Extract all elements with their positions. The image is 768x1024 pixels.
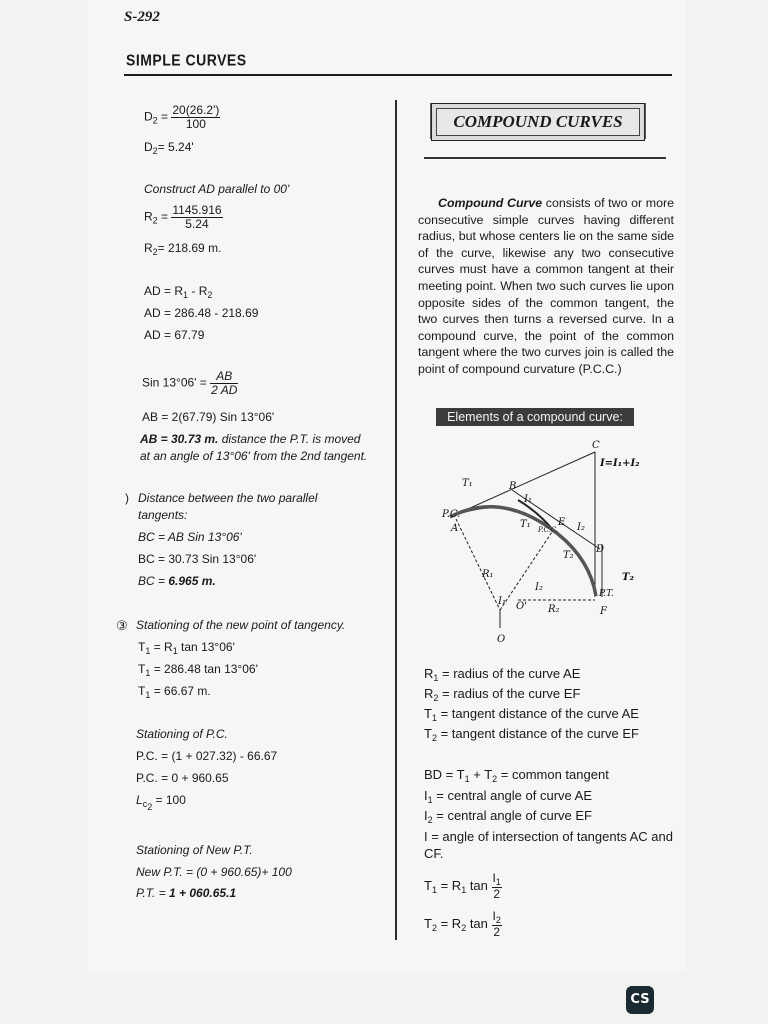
ad-line-2: AD = 286.48 - 218.69 bbox=[144, 306, 259, 320]
construct-note: Construct AD parallel to 00' bbox=[144, 182, 290, 196]
legend-t1: $T_1$ = tangent distance of the curve AE bbox=[424, 706, 639, 723]
label-r2: R₂ bbox=[548, 604, 560, 615]
legend-r1: $R_1$ = radius of the curve AE bbox=[424, 666, 581, 683]
radius-r1 bbox=[456, 519, 500, 610]
elements-heading: Elements of a compound curve: bbox=[436, 408, 634, 426]
label-o-prime: O' bbox=[516, 601, 527, 612]
ad-line-3: AD = 67.79 bbox=[144, 328, 205, 342]
header-rule bbox=[124, 74, 672, 76]
label-f: F bbox=[600, 606, 607, 617]
ab-line-3: at an angle of 13°06' from the 2nd tangent. bbox=[140, 449, 368, 463]
label-i1-top: I₁ bbox=[524, 494, 532, 505]
camscanner-logo-icon: CS bbox=[626, 986, 654, 1014]
pc-line-1: P.C. = (1 + 027.32) - 66.67 bbox=[136, 749, 278, 763]
npt-line-2: P.T. = 1 + 060.65.1 bbox=[136, 886, 237, 900]
curve-ef bbox=[558, 534, 596, 596]
label-t1-mid: T₁ bbox=[520, 519, 531, 530]
label-a: A bbox=[451, 523, 459, 534]
section-3-title: Stationing of the new point of tangency. bbox=[136, 618, 346, 632]
bc-line-1: BC = AB Sin 13°06' bbox=[138, 530, 242, 544]
label-c: C bbox=[592, 440, 600, 451]
page-number: S-292 bbox=[124, 9, 160, 25]
t1-line-3: $T_1 = 66.67$ m. bbox=[138, 684, 211, 700]
sin-formula: Sin 13°06' = $\frac{AB}{2 AD}$ bbox=[142, 369, 238, 397]
r2-formula: $R_2$ = $\frac{1145.916}{5.24}$ bbox=[144, 203, 222, 231]
label-t1-top: T₁ bbox=[462, 478, 473, 489]
i-definition-line-2: CF. bbox=[424, 846, 444, 861]
section-2-title-2: tangents: bbox=[138, 508, 188, 522]
label-t2-right: T₂ bbox=[622, 572, 634, 583]
ab-line-1: AB = 2(67.79) Sin 13°06' bbox=[142, 410, 275, 424]
t1-line-1: $T_1 = R_1$ tan 13°06' bbox=[138, 640, 235, 656]
i1-definition: $I_1$ = central angle of curve AE bbox=[424, 788, 592, 805]
npt-title: Stationing of New P.T. bbox=[136, 843, 253, 857]
label-pcc: P.C.C. bbox=[538, 526, 559, 534]
npt-line-1: New P.T. = (0 + 960.65)+ 100 bbox=[136, 865, 292, 879]
compound-curve-diagram bbox=[420, 432, 680, 652]
section-2-marker: ) bbox=[125, 491, 129, 505]
bc-line-3: BC = 6.965 m. bbox=[138, 574, 216, 588]
section-title: SIMPLE CURVES bbox=[126, 51, 247, 69]
box-title: COMPOUND CURVES bbox=[453, 112, 623, 131]
label-t2-mid: T₂ bbox=[563, 550, 574, 561]
definition-paragraph: Compound Curve consists of two or more consecutive simple curves having different radius, but whose centers lie on the same side of the curve, likewise any two consecutive curves must have a common tangent at their meeting point. When two such curves lie upon opposite sides of the common tangent, the two curves then turns a reversed curve. In a compound curve, the point of the common tangent where the two curves join is called the point of compound curvature (P.C.C.) bbox=[418, 196, 674, 376]
ab-line-2: AB = 30.73 m. distance the P.T. is moved bbox=[140, 432, 361, 446]
d2-result: $D_2= 5.24'$ bbox=[144, 140, 194, 156]
label-pt: P.T. bbox=[599, 589, 614, 599]
bd-definition: BD = $T_1 + T_2$ = common tangent bbox=[424, 767, 609, 784]
label-e: E bbox=[558, 517, 566, 528]
title-underline bbox=[424, 157, 666, 159]
lc-line: $L_{c_2} = 100$ bbox=[136, 793, 186, 812]
t1-line-2: $T_1 = 286.48$ tan 13°06' bbox=[138, 662, 258, 678]
label-i1-center: I₁ bbox=[498, 596, 506, 607]
t2-formula: $T_2 = R_2$ tan $\frac{I_2}{2}$ bbox=[424, 909, 501, 940]
label-i2-top: I₂ bbox=[577, 522, 585, 533]
column-divider bbox=[395, 100, 397, 940]
label-b: B bbox=[509, 481, 517, 492]
label-d: D bbox=[596, 544, 605, 555]
i-definition-line-1: I = angle of intersection of tangents AC and bbox=[424, 829, 673, 844]
legend-r2: $R_2$ = radius of the curve EF bbox=[424, 686, 581, 703]
radius-oe bbox=[500, 532, 552, 610]
label-i-sum: I=I₁+I₂ bbox=[600, 458, 640, 469]
d2-formula: $D_2$ = $\frac{20(26.2')}{100}$ bbox=[144, 103, 220, 131]
section-2-title-1: Distance between the two parallel bbox=[138, 491, 318, 505]
legend-t2: $T_2$ = tangent distance of the curve EF bbox=[424, 726, 639, 743]
t1-formula: $T_1 = R_1$ tan $\frac{I_1}{2}$ bbox=[424, 871, 501, 902]
label-r1: R₁ bbox=[482, 569, 494, 580]
pc-title: Stationing of P.C. bbox=[136, 727, 228, 741]
bc-line-2: BC = 30.73 Sin 13°06' bbox=[138, 552, 257, 566]
pc-line-2: P.C. = 0 + 960.65 bbox=[136, 771, 229, 785]
i2-definition: $I_2$ = central angle of curve EF bbox=[424, 808, 592, 825]
r2-result: $R_2= 218.69$ m. bbox=[144, 241, 222, 257]
title-box bbox=[431, 103, 645, 141]
label-pc: P.C. bbox=[442, 509, 461, 520]
label-i2-center: I₂ bbox=[535, 582, 543, 593]
section-3-marker: ③ bbox=[116, 618, 128, 633]
label-o: O bbox=[497, 634, 506, 645]
ad-line-1: AD = $R_1 - R_2$ bbox=[144, 284, 213, 300]
